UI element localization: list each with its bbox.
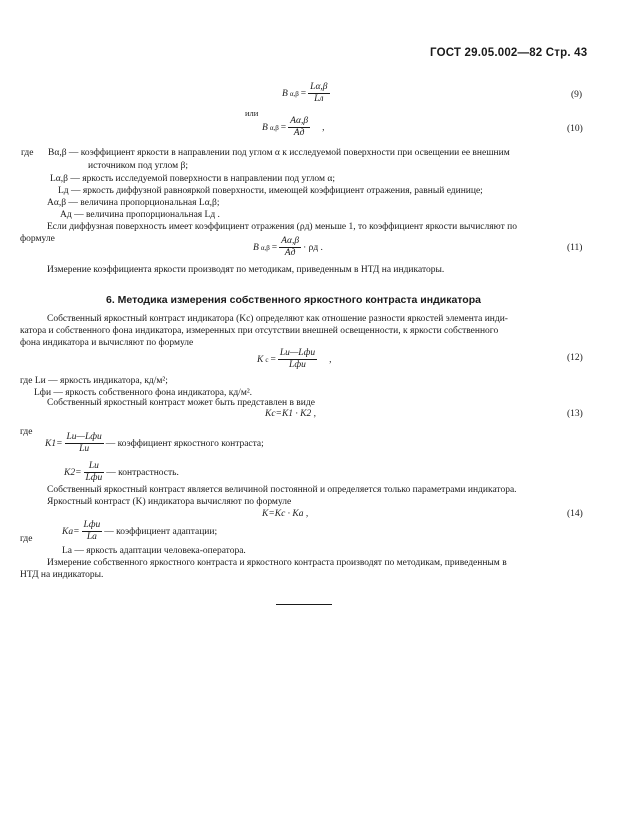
definition-l-fi: Lфи — яркость собственного фона индикатора, кд/м². [34,388,253,398]
k2-formula [64,461,179,484]
eq9-lhs: B [282,88,288,99]
paragraph-diffuse: Если диффузная поверхность имеет коэффициент отражения (ρд) меньше 1, то коэффициент яркости вычисляют по [47,222,517,232]
paragraph-brightness-contrast: Яркостный контраст (K) индикатора вычисляют по формуле [47,497,292,507]
definition-l-i: где Lи — яркость индикатора, кд/м²; [20,376,168,386]
eq12-fraction [278,348,317,371]
eq13-number: (13) [567,409,583,419]
eq10-den: Aд [293,128,305,138]
eq10-eq: = [280,122,287,133]
eq10-lhs: B [262,122,268,133]
paragraph-represent: Собственный яркостный контраст может быть представлен в виде [47,398,315,408]
ka-fraction [82,520,103,543]
eq10-lhs-sub: α,β [269,123,279,132]
paragraph-diffuse-cont: формуле [20,234,55,244]
ka-formula [62,520,217,543]
k2-num: Lи [84,461,105,473]
definition-l-d: Lд — яркость диффузной равнояркой поверхности, имеющей коэффициент отражения, равный единице; [58,186,483,196]
definition-l-ab: Lα,β — яркость исследуемой поверхности в направлении под углом α; [50,174,335,184]
section-6-title: 6. Методика измерения собственного яркостного контраста индикатора [106,294,481,306]
equation-9 [282,82,330,105]
eq10-number: (10) [567,124,583,134]
where-label-2: где [20,427,33,437]
where-label-1: где [21,148,34,158]
eq12-number: (12) [567,353,583,363]
paragraph-measure: Измерение коэффициента яркости производят по методикам, приведенным в НТД на индикаторы. [47,265,445,275]
paragraph-final-2: НТД на индикаторы. [20,570,104,580]
ka-lhs: Kа= [62,526,80,537]
or-word: или [245,108,259,118]
paragraph-final-1: Измерение собственного яркостного контраста и яркостного контраста производят по методикам, приведенным в [47,558,507,568]
k1-formula [45,432,264,455]
page-header: ГОСТ 29.05.002—82 Стр. 43 [430,47,588,59]
equation-10 [262,116,324,139]
k2-desc: — контрастность. [106,467,179,478]
eq11-tail: · ρд . [303,242,323,253]
eq11-lhs-sub: α,β [260,243,270,252]
k2-den: Lфи [85,473,103,483]
eq11-num: Aα,β [281,236,300,246]
eq9-lhs-sub: α,β [289,89,299,98]
definition-a-ab: Aα,β — величина пропорциональная Lα,β; [47,198,220,208]
eq9-fraction [308,82,329,105]
eq12-den: Lфи [289,360,306,370]
eq9-eq: = [300,88,307,99]
eq12-lhs-sub: с [265,355,269,364]
definition-l-a: Lа — яркость адаптации человека-оператора. [62,546,246,556]
eq12-eq: = [270,354,276,365]
end-rule [276,604,332,605]
paragraph-contrast-2: катора и собственного фона индикатора, измеренных при отсутствии внешней освещенности, к яркости собственного [20,326,499,336]
k2-fraction [84,461,105,484]
eq14-number: (14) [567,509,583,519]
definition-b: Bα,β — коэффициент яркости в направлении под углом α к исследуемой поверхности при освещении ее внешним [48,148,510,158]
ka-num: Lфи [83,520,101,530]
ka-desc: — коэффициент адаптации; [104,526,218,537]
ka-den: Lа [86,532,97,542]
definition-b-cont: источником под углом β; [88,161,188,171]
eq11-lhs: B [253,242,259,253]
paragraph-contrast-3: фона индикатора и вычисляют по формуле [20,338,194,348]
eq10-num: Aα,β [290,116,309,126]
eq12-num: Lи—Lфи [279,348,316,358]
k1-fraction [65,432,104,455]
where-label-3: где [20,534,33,544]
eq12-lhs: K [257,354,264,365]
k2-lhs: K2= [64,467,82,478]
eq11-eq: = [271,242,278,253]
equation-11 [253,236,323,259]
k1-desc: — коэффициент яркостного контраста; [105,438,264,449]
eq11-fraction [279,236,301,259]
equation-14: K=Kс · Kа , [262,509,309,519]
k1-num: Lи—Lфи [66,432,102,442]
paragraph-constant: Собственный яркостный контраст является величиной постоянной и определяется только параметрами индикатора. [47,485,517,495]
equation-13: Kс=K1 · K2 , [265,409,317,419]
eq10-tail: , [322,122,325,133]
eq9-den: Lл [314,94,324,104]
eq11-den: Aд [284,248,296,258]
k1-den: Lи [79,444,90,454]
paragraph-contrast-1: Собственный яркостный контраст индикатора (Kс) определяют как отношение разности яркостей элемента инди- [47,314,508,324]
eq9-number: (9) [571,90,583,100]
eq9-num: Lα,β [310,82,328,92]
eq12-tail: , [329,354,332,365]
eq10-fraction [288,116,310,139]
eq11-number: (11) [567,243,583,253]
equation-12 [257,348,331,371]
k1-lhs: K1= [45,438,63,449]
definition-a-d: Aд — величина пропорциональная Lд . [60,210,220,220]
